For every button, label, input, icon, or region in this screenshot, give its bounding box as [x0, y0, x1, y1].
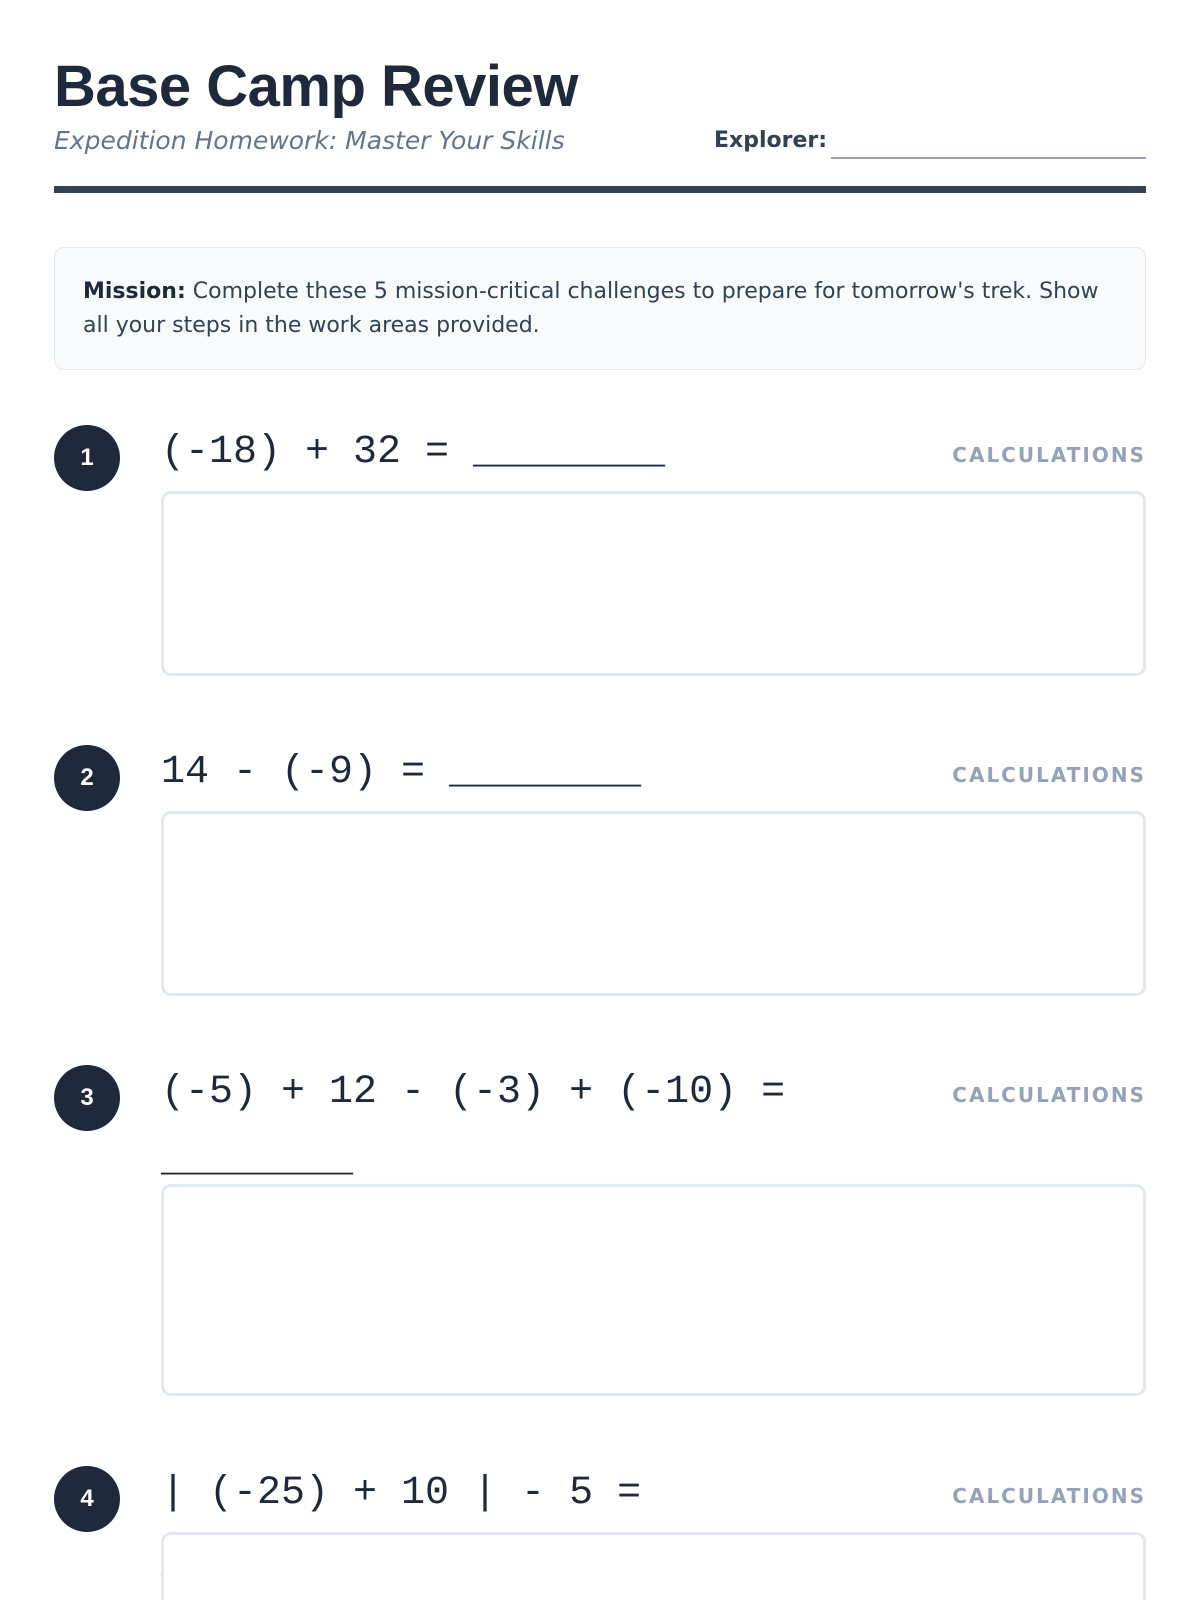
explorer-name-line[interactable] — [831, 157, 1146, 159]
explorer-name-field — [714, 124, 1146, 160]
problem-number-badge: 3 — [54, 1065, 120, 1131]
calculation-work-area[interactable] — [161, 1532, 1146, 1600]
problem-number-badge: 4 — [54, 1466, 120, 1532]
calculations-label: CALCULATIONS — [952, 443, 1146, 467]
explorer-label: Explorer: — [714, 128, 828, 153]
page-title: Base Camp Review — [54, 54, 578, 119]
page-subtitle: Expedition Homework: Master Your Skills — [54, 126, 565, 155]
header-divider — [54, 186, 1146, 193]
problem-equation: | (-25) + 10 | - 5 = — [161, 1471, 642, 1516]
calculations-label: CALCULATIONS — [952, 763, 1146, 787]
problem-number-badge: 1 — [54, 425, 120, 491]
calculations-label: CALCULATIONS — [952, 1083, 1146, 1107]
calculation-work-area[interactable] — [161, 491, 1146, 676]
problem-equation: (-18) + 32 = ________ — [161, 430, 666, 475]
problem-equation: (-5) + 12 - (-3) + (-10) = ________ — [161, 1070, 810, 1183]
mission-label: Mission: — [83, 279, 186, 304]
calculation-work-area[interactable] — [161, 1184, 1146, 1396]
problem-number-badge: 2 — [54, 745, 120, 811]
mission-description: Complete these 5 mission-critical challenges to prepare for tomorrow's trek. Show all your steps in the work areas provided. — [83, 279, 1099, 338]
mission-box — [54, 247, 1146, 370]
calculation-work-area[interactable] — [161, 811, 1146, 996]
calculations-label: CALCULATIONS — [952, 1484, 1146, 1508]
mission-text — [83, 275, 1117, 343]
problem-equation: 14 - (-9) = ________ — [161, 750, 642, 795]
